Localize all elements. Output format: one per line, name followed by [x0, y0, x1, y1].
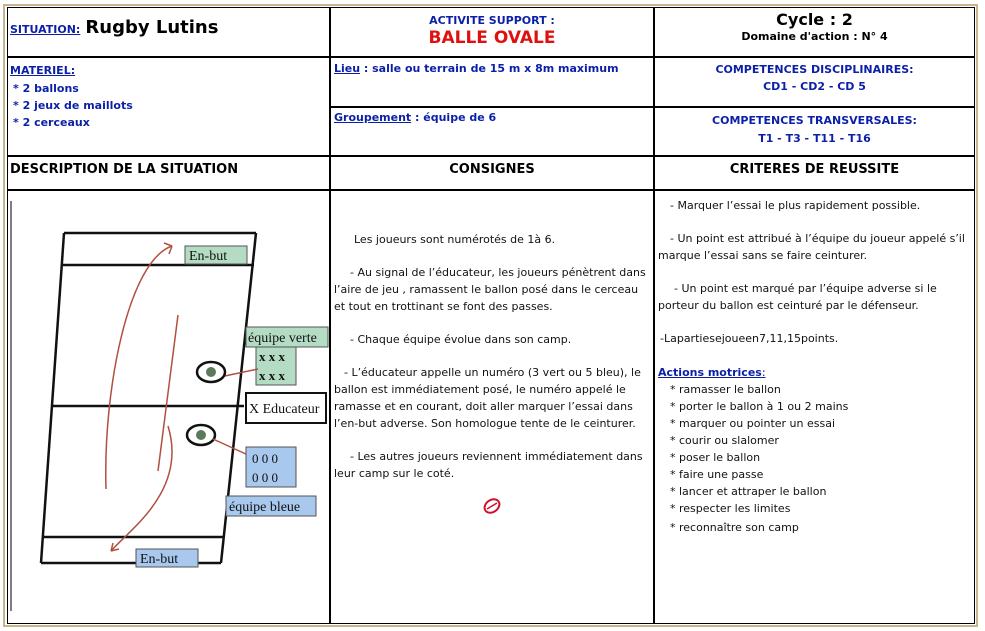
consigne-paragraph: - Chaque équipe évolue dans son camp.: [350, 333, 572, 346]
critere-paragraph: - Marquer l’essai le plus rapidement possible.: [670, 199, 921, 212]
consignes-header-label: CONSIGNES: [449, 162, 535, 177]
run-path-green: [106, 246, 172, 489]
groupement-cell: [330, 107, 654, 156]
consigne-paragraph: - Les autres joueurs reviennent immédiatement dans leur camp sur le coté.: [334, 450, 643, 480]
action-item: * ramasser le ballon: [670, 383, 781, 396]
activite-cell: [330, 7, 654, 57]
field-left-line: [41, 233, 64, 563]
equipe-verte-label: équipe verte: [248, 331, 317, 346]
description-header: [7, 156, 330, 190]
materiel-item: * 2 jeux de maillots: [13, 99, 133, 112]
criteres-header-label: CRITERES DE REUSSITE: [729, 162, 900, 177]
situation-cell: [7, 7, 330, 57]
critere-paragraph: - Un point est attribué à l’équipe du joueur appelé s’il marque l’essai sans se faire ceinturer.: [658, 232, 965, 262]
action-item: * respecter les limites: [670, 502, 791, 515]
enbut-top-label: En-but: [189, 249, 228, 264]
actions-label-row: Actions motrices:: [658, 366, 766, 379]
competences-disc-cell: [654, 57, 975, 107]
educateur-label: X Educateur: [249, 402, 320, 417]
verte-row: x x x: [259, 349, 285, 364]
action-item: * courir ou slalomer: [670, 434, 779, 447]
actions-list: [658, 381, 972, 536]
materiel-cell: [7, 57, 330, 156]
verte-row: x x x: [259, 368, 285, 383]
criteres-cell: [654, 190, 975, 624]
cycle-title: Cycle : 2: [776, 10, 853, 29]
activite-label: ACTIVITE SUPPORT :: [429, 14, 555, 27]
rugby-ball-icon: [481, 496, 503, 516]
rugby-field-diagram: [8, 191, 329, 623]
lieu-value: : salle ou terrain de 15 m x 8m maximum: [360, 62, 619, 75]
materiel-label: MATERIEL:: [10, 64, 76, 77]
groupement-value: : équipe de 6: [411, 111, 497, 124]
competences-disc-label: COMPETENCES DISCIPLINAIRES:: [715, 63, 914, 76]
enbut-bottom-label: En-but: [140, 552, 179, 567]
materiel-item: * 2 cerceaux: [13, 116, 90, 129]
competences-disc-value: CD1 - CD2 - CD 5: [763, 80, 866, 93]
competences-trans-cell: [654, 107, 975, 156]
groupement-label: Groupement: [334, 111, 412, 124]
domaine-label: Domaine d'action : N° 4: [741, 30, 888, 43]
diagram-cell: [7, 190, 330, 624]
description-header-label: DESCRIPTION DE LA SITUATION: [10, 162, 239, 177]
run-path-blue: [158, 315, 178, 471]
actions-label: Actions motrices: [658, 366, 762, 379]
equipe-bleue-label: équipe bleue: [229, 500, 301, 515]
situation-title: Rugby Lutins: [85, 17, 219, 38]
ball-icon: [196, 430, 206, 440]
ball-icon: [206, 367, 216, 377]
bleue-row: 0 0 0: [252, 470, 278, 485]
action-item: * porter le ballon à 1 ou 2 mains: [670, 400, 849, 413]
action-item: * lancer et attraper le ballon: [670, 485, 827, 498]
lieu-label: Lieu: [334, 62, 361, 75]
consigne-paragraph: - Au signal de l’éducateur, les joueurs pénètrent dans l’aire de jeu , ramassent le ballon posé dans le cerceau et tout en trottinant se font des passes.: [334, 266, 646, 313]
critere-paragraph: -Lapartiesejoueen7,11,15points.: [660, 332, 839, 345]
action-item: * faire une passe: [670, 468, 764, 481]
run-path-return: [111, 426, 172, 551]
competences-trans-label: COMPETENCES TRANSVERSALES:: [712, 114, 917, 127]
consigne-paragraph: - L’éducateur appelle un numéro (3 vert ou 5 bleu), le ballon est immédiatement posé, le numéro appelé le ramasse et en courant, doit aller marquer l’essai dans l’en-but adverse. Son homologue tente de le ceinturer.: [334, 366, 641, 430]
activite-value: BALLE OVALE: [428, 28, 556, 48]
consignes-header: [330, 156, 654, 190]
bleue-arrow: [213, 439, 248, 455]
cycle-cell: [654, 7, 975, 57]
critere-paragraph: - Un point est marqué par l’équipe adverse si le porteur du ballon est ceinturé par le défenseur.: [658, 282, 937, 312]
situation-label: SITUATION:: [10, 23, 81, 36]
criteres-header: [654, 156, 975, 190]
competences-trans-value: T1 - T3 - T11 - T16: [758, 132, 871, 145]
consigne-paragraph: Les joueurs sont numérotés de 1à 6.: [354, 233, 556, 246]
consignes-cell: [330, 190, 654, 624]
action-item: * marquer ou pointer un essai: [670, 417, 836, 430]
lieu-cell: [330, 57, 654, 107]
action-item: * poser le ballon: [670, 451, 761, 464]
bleue-row: 0 0 0: [252, 451, 278, 466]
action-item: * reconnaître son camp: [670, 521, 799, 534]
materiel-item: * 2 ballons: [13, 82, 79, 95]
